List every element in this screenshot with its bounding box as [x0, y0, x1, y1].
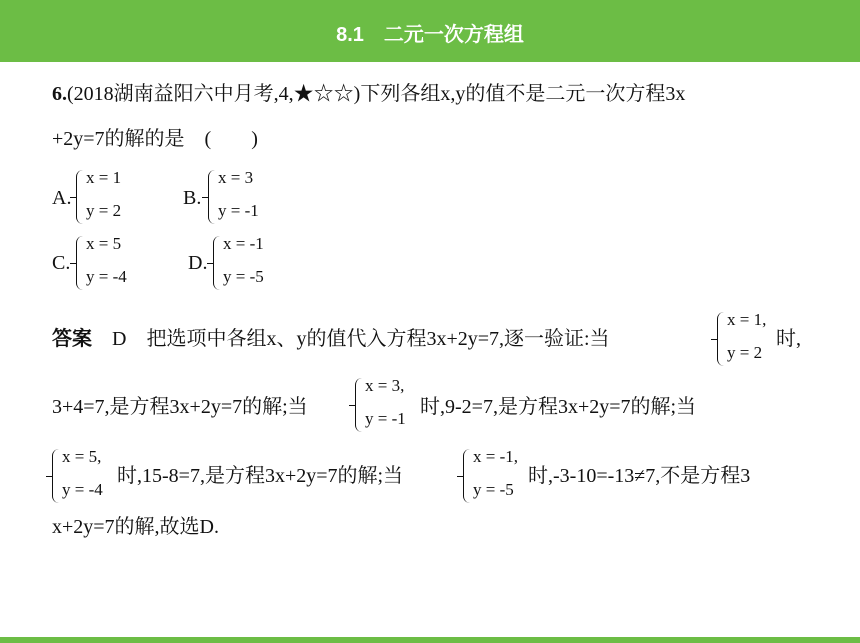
option-c-label: C. [52, 252, 71, 274]
answer-line-2-tail: 时,9-2=7,是方程3x+2y=7的解;当 [420, 396, 697, 418]
answer-system-1-eq2: y = 2 [727, 343, 763, 362]
option-d-eq2: y = -5 [223, 267, 264, 286]
option-c-eq1: x = 5 [86, 234, 122, 253]
option-b-eq2: y = -1 [218, 201, 259, 220]
answer-system-4-eq1: x = -1, [473, 447, 518, 466]
answer-system-4-eq2: y = -5 [473, 480, 514, 499]
option-a-eq2: y = 2 [86, 201, 122, 220]
answer-text-1: D 把选项中各组x、y的值代入方程3x+2y=7,逐一验证:当 [112, 328, 610, 350]
answer-line-1 [52, 327, 610, 351]
answer-system-3-eq2: y = -4 [62, 480, 103, 499]
option-b-eq1: x = 3 [218, 168, 254, 187]
header-bar [0, 0, 860, 62]
option-a-eq1: x = 1 [86, 168, 122, 187]
answer-system-2-eq1: x = 3, [365, 376, 405, 395]
option-d-label: D. [188, 252, 208, 274]
answer-system-1-eq1: x = 1, [727, 310, 767, 329]
page-title: 8.1 二元一次方程组 [336, 24, 524, 46]
option-b-label: B. [183, 187, 202, 209]
answer-line-2: 3+4=7,是方程3x+2y=7的解;当 [52, 396, 308, 418]
question-line-2: +2y=7的解的是 ( ) [52, 128, 258, 150]
option-a-label: A. [52, 187, 72, 209]
answer-line-3-tail: 时,-3-10=-13≠7,不是方程3 [528, 465, 751, 487]
option-d-eq1: x = -1 [223, 234, 264, 253]
answer-label: 答案 [52, 328, 92, 350]
answer-system-2-eq2: y = -1 [365, 409, 406, 428]
option-c-eq2: y = -4 [86, 267, 127, 286]
answer-line-4: x+2y=7的解,故选D. [52, 516, 220, 538]
question-text-1: (2018湖南益阳六中月考,4,★☆☆)下列各组x,y的值不是二元一次方程3x [67, 83, 686, 105]
footer-bar [0, 637, 860, 643]
answer-line-1-tail: 时, [776, 328, 801, 350]
question-line-1 [52, 82, 685, 106]
answer-line-3-mid: 时,15-8=7,是方程3x+2y=7的解;当 [117, 465, 404, 487]
answer-system-3-eq1: x = 5, [62, 447, 102, 466]
question-number: 6. [52, 83, 67, 105]
